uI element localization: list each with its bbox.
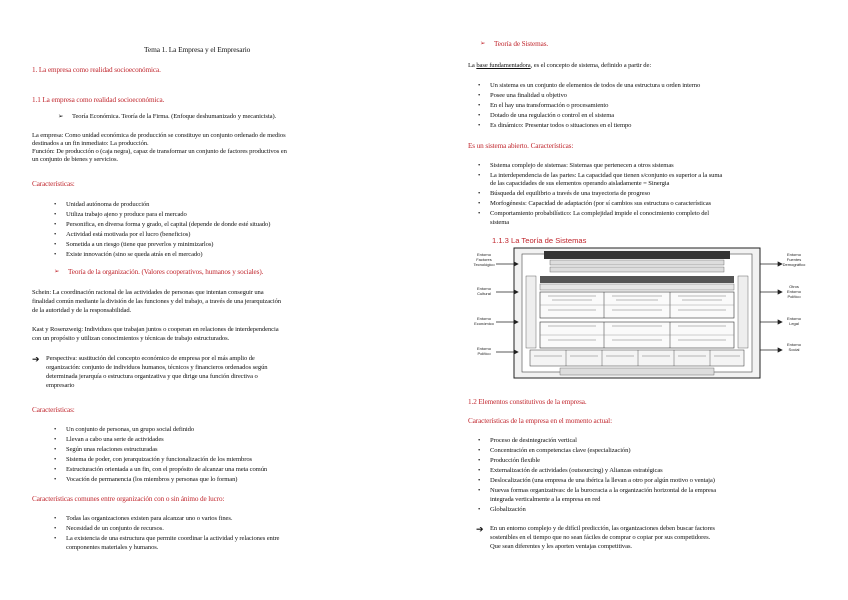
list-item: • Producción flexible (490, 457, 540, 465)
list-item: • Sistema de poder, con jerarquización y funcionalización de los miembros (66, 456, 252, 464)
list-item: • Vocación de permanencia (los miembros y personas que lo forman) (66, 476, 237, 484)
company-definition: La empresa: Como unidad económica de producción se constituye un conjunto ordenado de medios (32, 132, 286, 139)
diagram-label: Fuentes (786, 257, 802, 262)
list-item: • Estructuración orientada a un fin, con el propósito de alcanzar una meta común (66, 466, 267, 474)
list-item: • Es dinámico: Presentar todos o situaciones en el tiempo (490, 122, 631, 130)
schein-definition-end: de la autoridad y de la responsabilidad. (32, 307, 132, 314)
list-item: • Unidad autónoma de producción (66, 201, 149, 209)
current-characteristics-heading: Características de la empresa en el momento actual: (468, 417, 612, 425)
list-item: • Utiliza trabajo ajeno y produce para el mercado (66, 211, 187, 219)
open-system-heading: Es un sistema abierto. Características: (468, 142, 574, 150)
perspective-text-4: empresario (46, 382, 75, 389)
list-item: • Necesidad de un conjunto de recursos. (66, 525, 164, 533)
list-item: • Comportamiento probabilístico: La complejidad impide el conocimiento completo del (490, 210, 709, 218)
economic-theory-line: Teoría Económica. Teoría de la Firma. (Enfoque deshumanizado y mecanicista). (72, 113, 277, 120)
diagram-label: Entorno (476, 316, 492, 321)
characteristics-heading-1: Características: (32, 180, 75, 188)
systems-theory-heading: Teoría de Sistemas. (494, 40, 549, 48)
final-text: En un entorno complejo y de difícil predicción, las organizaciones deben buscar factores (490, 525, 715, 532)
list-item-cont: sistema (490, 219, 510, 226)
right-arrow-icon: ➔ (32, 354, 40, 364)
list-item: • La existencia de una estructura que permite coordinar la actividad y relaciones entre (66, 535, 279, 543)
diagram-label: Económico (474, 321, 494, 326)
schein-definition: Schein: La coordinación racional de las actividades de personas que intentan conseguir una (32, 289, 264, 296)
perspective-text-3: determinada jerarquía o estructura organizativa y que dirige una función directiva o (46, 373, 258, 380)
function-definition-cont: un conjunto de bienes y servicios. (32, 156, 118, 163)
diagram-label: Cultural (477, 291, 491, 296)
diagram-label: Entorno (786, 252, 802, 257)
list-item-cont: de las capacidades de sus elementos operando aisladamente = Sinergia (490, 180, 670, 187)
company-definition-cont: destinados a un fin inmediato: La producción. (32, 140, 149, 147)
final-text-3: Que sean diferentes y les aporten ventajas competitivas. (490, 543, 632, 550)
list-item: • Morfogénesis: Capacidad de adaptación (por sí cambios sus estructura o características (490, 200, 711, 208)
list-item: • Posee una finalidad u objetivo (490, 92, 567, 100)
list-item-cont: componentes materiales y humanos. (66, 544, 159, 551)
list-item: • Sistema complejo de sistemas: Sistemas que pertenecen a otros sistemas (490, 162, 674, 170)
list-item: • La interdependencia de las partes: La capacidad que tienen s/conjunto es superior a la suma (490, 172, 722, 180)
diagram-label: Político (787, 294, 801, 299)
arrow-icon: ➢ (58, 113, 64, 120)
diagram-label: Legal (789, 321, 799, 326)
diagram-label: Demográfico (782, 262, 806, 267)
characteristics-heading-2: Características: (32, 406, 75, 414)
list-item: • Dotado de una regulación o control en el sistema (490, 112, 614, 120)
list-item: • Globalización (490, 506, 526, 514)
section-1-heading: 1. La empresa como realidad socioeconómica. (32, 66, 161, 74)
figure-title: 1.1.3 La Teoría de Sistemas (492, 236, 587, 245)
diagram-label: Factores (476, 257, 492, 262)
base-suffix: , es el concepto de sistema, definido a partir de: (530, 62, 652, 69)
list-item: • Proceso de desintegración vertical (490, 437, 577, 445)
arrow-icon: ➢ (54, 268, 60, 275)
list-item: • Llevan a cabo una serie de actividades (66, 436, 164, 444)
diagram-label: Social (788, 347, 800, 352)
list-item: • Todas las organizaciones existen para alcanzar uno o varios fines. (66, 515, 232, 523)
characteristics-heading-3: Características comunes entre organización con o sin ánimo de lucro: (32, 495, 225, 503)
list-item: • Un sistema es un conjunto de elementos de todos de una estructura u orden interno (490, 82, 700, 90)
list-item: • Sometida a un riesgo (tiene que preverlos y minimizarlos) (66, 241, 213, 249)
diagram-label: Político (477, 351, 491, 356)
list-item: • Deslocalización (una empresa de una ibérica la llevan a otro por algún motivo o ventaja) (490, 477, 715, 485)
diagram-label: Entorno (786, 289, 802, 294)
diagram-label: Entorno (786, 316, 802, 321)
schein-definition-cont: finalidad común mediante la división de las funciones y del trabajo, a través de una jerarquización (32, 298, 281, 305)
arrow-icon: ➢ (480, 40, 486, 47)
systems-theory-diagram (466, 246, 811, 381)
page-title: Tema 1. La Empresa y el Empresario (144, 45, 251, 54)
function-definition: Función: De producción o (caja negra), capaz de transformar un conjunto de factores productivos en (32, 148, 287, 155)
right-arrow-icon: ➔ (476, 524, 484, 534)
perspective-text: Perspectiva: sustitución del concepto económico de empresa por el más amplio de (46, 355, 255, 362)
perspective-text-2: organización: conjunto de individuos humanos, técnicos y financieros ordenados según (46, 364, 268, 371)
organization-theory-line: Teoría de la organización. (Valores cooperativos, humanos y sociales). (68, 268, 264, 276)
diagram-label: Entorno (786, 342, 802, 347)
diagram-label: Tecnológico (473, 262, 495, 267)
list-item: • Nuevas formas organizativas: de la burocracia a la organización horizontal de la empresa (490, 487, 716, 495)
base-underlined: base fundamentadora (476, 62, 531, 69)
section-1-2-heading: 1.2 Elementos constitutivos de la empresa. (468, 398, 587, 406)
list-item: • Existe innovación (sino se queda atrás en el mercado) (66, 251, 202, 259)
diagram-label: Entorno (476, 252, 492, 257)
list-item: • Actividad está motivada por el lucro (beneficios) (66, 231, 190, 239)
list-item: • Según unas relaciones estructuradas (66, 446, 158, 454)
base-prefix: La (468, 62, 475, 69)
list-item: • Personifica, en diversa forma y grado, el capital (depende de donde esté situado) (66, 221, 270, 229)
final-text-2: sostenibles en el tiempo que no sean fáciles de comprar o copiar por sus competidores. (490, 534, 711, 541)
list-item: • Externalización de actividades (outsourcing) y Alianzas estratégicas (490, 467, 663, 475)
section-1-1-heading: 1.1 La empresa como realidad socioeconómica. (32, 96, 165, 104)
list-item: • En el hay una transformación o procesamiento (490, 102, 608, 110)
list-item: • Un conjunto de personas, un grupo social definido (66, 426, 194, 434)
diagram-label: Entorno (476, 286, 492, 291)
list-item: • Concentración en competencias clave (especialización) (490, 447, 630, 455)
diagram-label: Entorno (476, 346, 492, 351)
diagram-label: Otros (789, 284, 799, 289)
kast-definition: Kast y Rosenzweig: Individuos que trabajan juntos o cooperan en relaciones de interdependencia (32, 326, 279, 333)
list-item: • Búsqueda del equilibrio a través de una trayectoria de progreso (490, 190, 650, 198)
kast-definition-cont: con un propósito y utilizan conocimientos y técnicas de trabajo estructurados. (32, 335, 230, 342)
list-item-cont: integrada verticalmente a la empresa en red (490, 496, 601, 503)
